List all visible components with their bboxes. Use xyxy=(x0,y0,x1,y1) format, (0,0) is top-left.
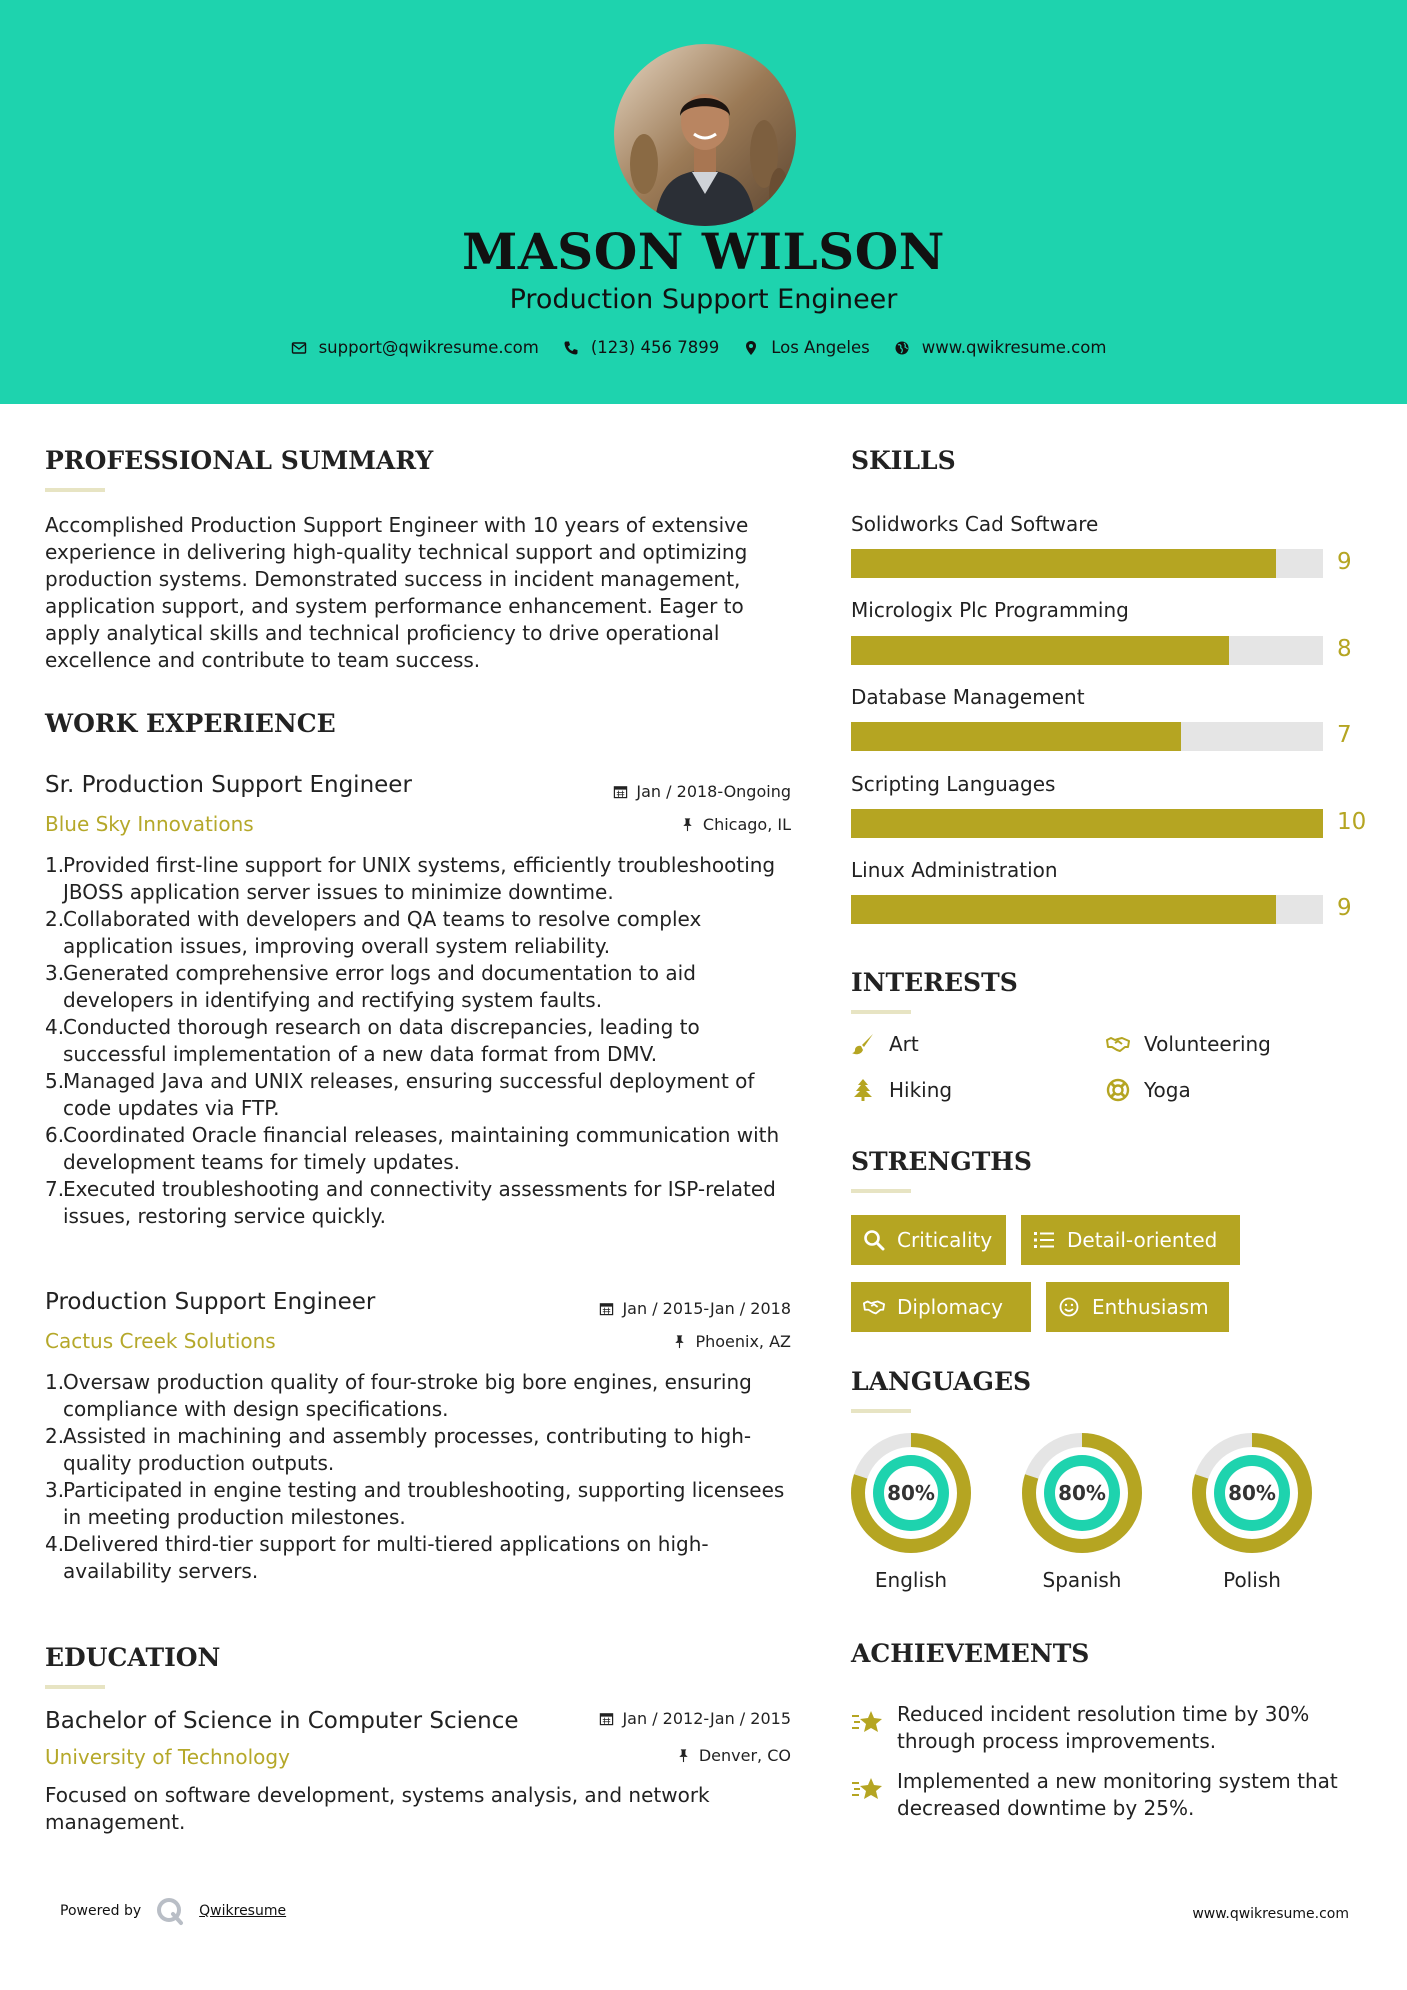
language-percent: 80% xyxy=(1228,1481,1276,1505)
summary-text: Accomplished Production Support Engineer with 10 years of extensive experience in delivering high-quality technical support and optimizing production systems. Demonstrated success in incident management, application support, and system performance enhancement. Eager to apply analytical skills and technical proficiency to drive operational excellence and contribute to team success. xyxy=(45,513,749,672)
summary-heading-underline xyxy=(45,488,105,492)
job-bullets-1 xyxy=(45,852,805,1230)
skill-value: 7 xyxy=(1337,722,1352,748)
achievement-text: Reduced incident resolution time by 30% through process improvements. xyxy=(897,1702,1310,1753)
skill-bar xyxy=(851,895,1323,924)
shooting-star-icon xyxy=(851,1707,885,1737)
company-1: Blue Sky Innovations xyxy=(45,812,254,836)
tree-icon xyxy=(851,1078,875,1102)
lifering-icon xyxy=(1106,1078,1130,1102)
job-date-text-2: Jan / 2015-Jan / 2018 xyxy=(622,1299,791,1318)
strength-enthusiasm xyxy=(1046,1282,1229,1332)
list-item: 4. Delivered third-tier support for multi-tiered applications on high-availability servers. xyxy=(45,1532,709,1583)
job-location-2 xyxy=(672,1332,791,1351)
language-percent: 80% xyxy=(887,1481,935,1505)
strength-label: Detail-oriented xyxy=(1067,1228,1218,1252)
skill-bar-fill xyxy=(851,809,1323,838)
candidate-name: MASON WILSON xyxy=(462,222,945,281)
skill-value: 8 xyxy=(1337,636,1352,662)
shooting-star-icon xyxy=(851,1774,885,1804)
strength-criticality xyxy=(851,1215,1006,1265)
smile-icon xyxy=(1058,1296,1080,1318)
calendar-icon xyxy=(599,1301,614,1316)
job-location-1 xyxy=(680,815,791,834)
strength-label: Criticality xyxy=(897,1228,993,1252)
school-name: University of Technology xyxy=(45,1745,290,1769)
skill-name: Solidworks Cad Software xyxy=(851,512,1099,536)
pushpin-icon xyxy=(676,1748,691,1763)
job-date-1 xyxy=(613,782,791,801)
language-percent: 80% xyxy=(1058,1481,1106,1505)
job-location-text-1: Chicago, IL xyxy=(702,815,791,834)
website-text: www.qwikresume.com xyxy=(921,338,1107,357)
achievement-item xyxy=(851,1701,1371,1755)
location-text: Los Angeles xyxy=(771,338,870,357)
languages-heading-underline xyxy=(851,1409,911,1413)
interests-heading-underline xyxy=(851,1010,911,1014)
candidate-title: Production Support Engineer xyxy=(509,284,898,315)
education-heading: EDUCATION xyxy=(45,1643,221,1672)
job-date-2 xyxy=(599,1299,791,1318)
list-item: 3. Generated comprehensive error logs and documentation to aid developers in identifying and rectifying system faults. xyxy=(45,961,696,1012)
contact-phone[interactable] xyxy=(563,338,719,357)
skill-name: Micrologix Plc Programming xyxy=(851,598,1129,622)
footer-powered-by xyxy=(60,1896,286,1926)
contact-email[interactable] xyxy=(291,338,539,357)
language-ring xyxy=(850,1432,972,1554)
resume-header xyxy=(0,0,1407,404)
contact-location xyxy=(743,338,870,357)
list-item: 6. Coordinated Oracle financial releases, maintaining communication with development teams for timely updates. xyxy=(45,1123,780,1174)
handshake-icon xyxy=(1106,1032,1130,1056)
job-title-1: Sr. Production Support Engineer xyxy=(45,772,412,798)
company-2: Cactus Creek Solutions xyxy=(45,1329,276,1353)
language-name: Polish xyxy=(1223,1568,1281,1592)
strength-detail-oriented xyxy=(1021,1215,1240,1265)
degree-title: Bachelor of Science in Computer Science xyxy=(45,1708,519,1734)
languages-heading: LANGUAGES xyxy=(851,1367,1032,1396)
skill-value: 9 xyxy=(1337,895,1352,921)
education-description: Focused on software development, systems analysis, and network management. xyxy=(45,1783,710,1834)
skill-bar xyxy=(851,549,1323,578)
paintbrush-icon xyxy=(851,1032,875,1056)
list-item: 7. Executed troubleshooting and connectivity assessments for ISP-related issues, restoring service quickly. xyxy=(45,1177,776,1228)
phone-text: (123) 456 7899 xyxy=(590,338,720,357)
pushpin-icon xyxy=(680,817,695,832)
map-pin-icon xyxy=(743,340,759,356)
interest-label: Hiking xyxy=(889,1078,953,1102)
job-location-text-2: Phoenix, AZ xyxy=(695,1332,791,1351)
skill-bar-fill xyxy=(851,722,1181,751)
interest-yoga xyxy=(1106,1078,1191,1102)
list-icon xyxy=(1033,1229,1055,1251)
envelope-icon xyxy=(291,340,307,356)
pushpin-icon xyxy=(672,1334,687,1349)
skill-name: Linux Administration xyxy=(851,858,1058,882)
education-location xyxy=(676,1746,791,1765)
interest-label: Yoga xyxy=(1144,1078,1191,1102)
list-item: 5. Managed Java and UNIX releases, ensuring successful deployment of code updates via FTP. xyxy=(45,1069,755,1120)
skill-bar xyxy=(851,636,1323,665)
list-item: 3. Participated in engine testing and troubleshooting, supporting licensees in meeting production milestones. xyxy=(45,1478,785,1529)
interests-heading: INTERESTS xyxy=(851,968,1018,997)
powered-by-label: Powered by xyxy=(60,1903,142,1919)
skill-bar-fill xyxy=(851,895,1276,924)
job-bullets-2 xyxy=(45,1369,805,1585)
achievement-item xyxy=(851,1768,1371,1822)
achievements-heading: ACHIEVEMENTS xyxy=(851,1639,1090,1668)
interest-hiking xyxy=(851,1078,952,1102)
list-item: 4. Conducted thorough research on data discrepancies, leading to successful implementation of a new data format from DMV. xyxy=(45,1015,700,1066)
skill-value: 10 xyxy=(1337,809,1367,835)
language-ring xyxy=(1021,1432,1143,1554)
language-name: English xyxy=(874,1568,948,1592)
brand-link[interactable]: Qwikresume xyxy=(199,1903,287,1919)
education-heading-underline xyxy=(45,1685,105,1689)
language-name: Spanish xyxy=(1042,1568,1122,1592)
interest-art xyxy=(851,1032,919,1056)
education-date xyxy=(599,1709,791,1728)
summary-heading: PROFESSIONAL SUMMARY xyxy=(45,446,434,475)
skills-heading: SKILLS xyxy=(851,446,956,475)
list-item: 1. Oversaw production quality of four-stroke big bore engines, ensuring compliance with design specifications. xyxy=(45,1370,752,1421)
language-ring xyxy=(1191,1432,1313,1554)
contact-website[interactable] xyxy=(894,338,1107,357)
education-date-text: Jan / 2012-Jan / 2015 xyxy=(622,1709,791,1728)
footer-url[interactable]: www.qwikresume.com xyxy=(1192,1906,1349,1922)
skill-name: Database Management xyxy=(851,685,1085,709)
calendar-icon xyxy=(613,784,628,799)
education-location-text: Denver, CO xyxy=(698,1746,791,1765)
list-item: 2. Collaborated with developers and QA teams to resolve complex application issues, improving overall system reliability. xyxy=(45,907,702,958)
qwikresume-logo-icon xyxy=(155,1896,185,1926)
list-item: 2. Assisted in machining and assembly processes, contributing to high-quality production outputs. xyxy=(45,1424,752,1475)
email-text: support@qwikresume.com xyxy=(318,338,539,357)
skill-bar xyxy=(851,722,1323,751)
profile-photo xyxy=(614,44,796,226)
handshake-icon xyxy=(863,1296,885,1318)
strength-label: Diplomacy xyxy=(897,1295,1004,1319)
skill-bar xyxy=(851,809,1323,838)
interest-label: Art xyxy=(889,1032,919,1056)
strength-diplomacy xyxy=(851,1282,1031,1332)
skill-value: 9 xyxy=(1337,549,1352,575)
interest-label: Volunteering xyxy=(1144,1032,1271,1056)
skill-bar-fill xyxy=(851,549,1276,578)
calendar-icon xyxy=(599,1711,614,1726)
skill-name: Scripting Languages xyxy=(851,772,1056,796)
contact-bar xyxy=(0,338,1407,357)
interest-volunteering xyxy=(1106,1032,1271,1056)
search-icon xyxy=(863,1229,885,1251)
globe-icon xyxy=(894,340,910,356)
strengths-heading: STRENGTHS xyxy=(851,1147,1032,1176)
list-item: 1. Provided first-line support for UNIX systems, efficiently troubleshooting JBOSS application server issues to minimize downtime. xyxy=(45,853,776,904)
experience-heading: WORK EXPERIENCE xyxy=(45,709,336,738)
strength-label: Enthusiasm xyxy=(1092,1295,1209,1319)
skill-bar-fill xyxy=(851,636,1229,665)
achievement-text: Implemented a new monitoring system that decreased downtime by 25%. xyxy=(897,1769,1338,1820)
phone-icon xyxy=(563,340,579,356)
job-date-text-1: Jan / 2018-Ongoing xyxy=(636,782,791,801)
strengths-heading-underline xyxy=(851,1189,911,1193)
job-title-2: Production Support Engineer xyxy=(45,1289,376,1315)
